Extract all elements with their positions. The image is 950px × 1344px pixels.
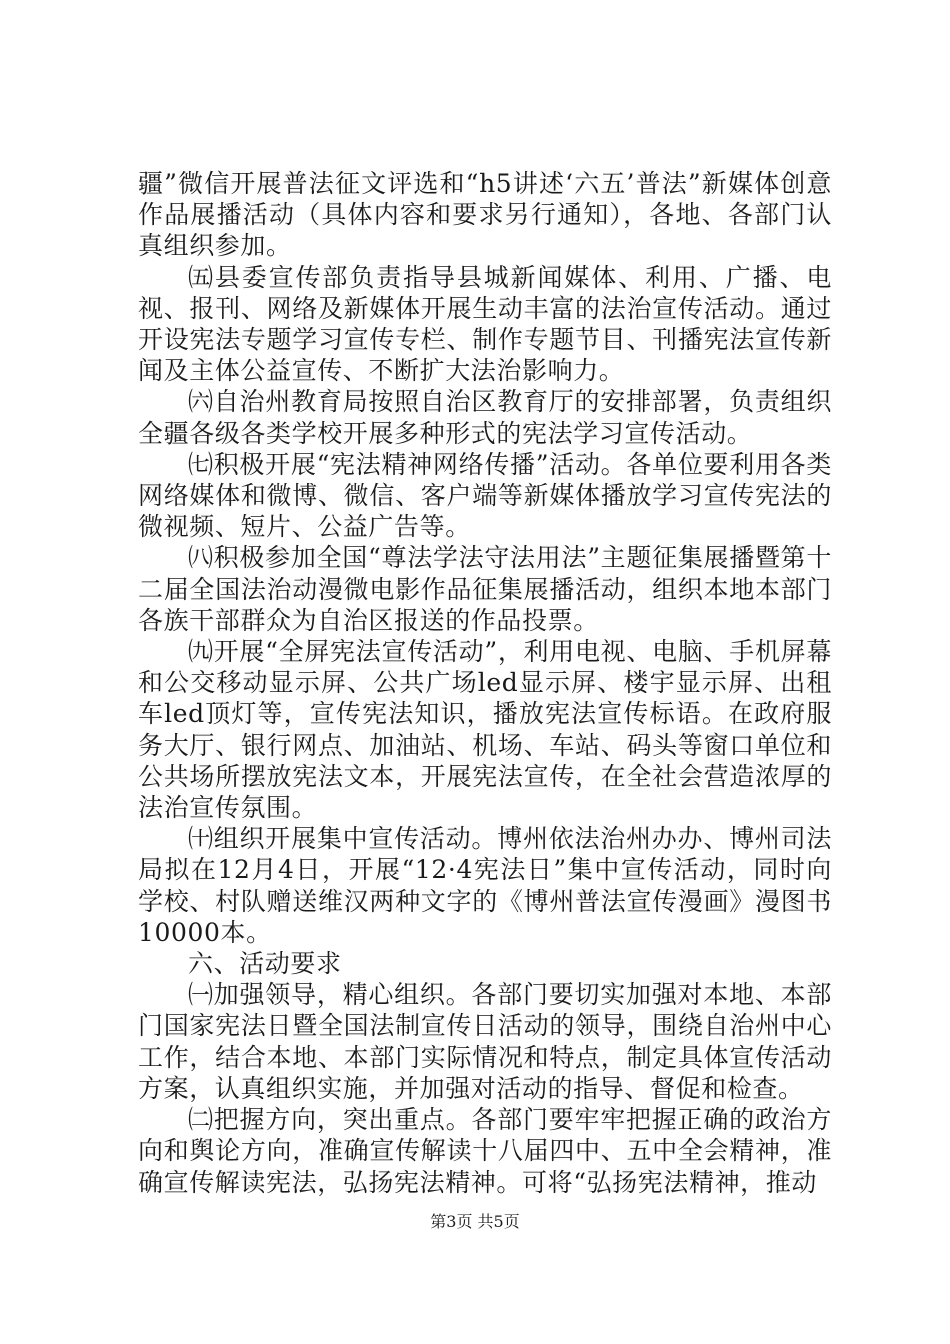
- paragraph-item-5: ㈤县委宣传部负责指导县城新闻媒体、利用、广播、电视、报刊、网络及新媒体开展生动丰富的法治宣传活动。通过开设宪法专题学习宣传专栏、制作专题节目、刊播宪法宣传新闻及主体公益宣传、不断扩大法治影响力。: [138, 262, 832, 386]
- paragraph-requirement-2: ㈡把握方向，突出重点。各部门要牢牢把握正确的政治方向和舆论方向，准确宣传解读十八届四中、五中全会精神，准确宣传解读宪法，弘扬宪法精神。可将“弘扬宪法精神，推动: [138, 1105, 832, 1197]
- paragraph-item-6: ㈥自治州教育局按照自治区教育厅的安排部署，负责组织全疆各级各类学校开展多种形式的宪法学习宣传活动。: [138, 387, 832, 448]
- document-body: [138, 168, 832, 1198]
- paragraph-item-9: ㈨开展“全屏宪法宣传活动”，利用电视、电脑、手机屏幕和公交移动显示屏、公共广场led显示屏、楼宇显示屏、出租车led顶灯等，宣传宪法知识，播放宪法宣传标语。在政府服务大厅、银行网点、加油站、机场、车站、码头等窗口单位和公共场所摆放宪法文本，开展宪法宣传，在全社会营造浓厚的法治宣传氛围。: [138, 637, 832, 823]
- paragraph-continuation: 疆”微信开展普法征文评选和“h5讲述‘六五’普法”新媒体创意作品展播活动（具体内容和要求另行通知），各地、各部门认真组织参加。: [138, 169, 832, 261]
- section-heading-requirements: 六、活动要求: [188, 949, 342, 979]
- paragraph-item-10: ㈩组织开展集中宣传活动。博州依法治州办办、博州司法局拟在12月4日，开展“12·4宪法日”集中宣传活动，同时向学校、村队赠送维汉两种文字的《博州普法宣传漫画》漫图书10000本。: [138, 824, 832, 947]
- paragraph-item-8: ㈧积极参加全国“尊法学法守法用法”主题征集展播暨第十二届全国法治动漫微电影作品征集展播活动，组织本地本部门各族干部群众为自治区报送的作品投票。: [138, 543, 832, 635]
- page-number-footer: 第3页 共5页: [430, 1212, 520, 1231]
- paragraph-item-7: ㈦积极开展“宪法精神网络传播”活动。各单位要利用各类网络媒体和微博、微信、客户端等新媒体播放学习宣传宪法的微视频、短片、公益广告等。: [138, 449, 832, 542]
- paragraph-requirement-1: ㈠加强领导，精心组织。各部门要切实加强对本地、本部门国家宪法日暨全国法制宣传日活动的领导，围绕自治州中心工作，结合本地、本部门实际情况和特点，制定具体宣传活动方案，认真组织实施，并加强对活动的指导、督促和检查。: [138, 980, 832, 1103]
